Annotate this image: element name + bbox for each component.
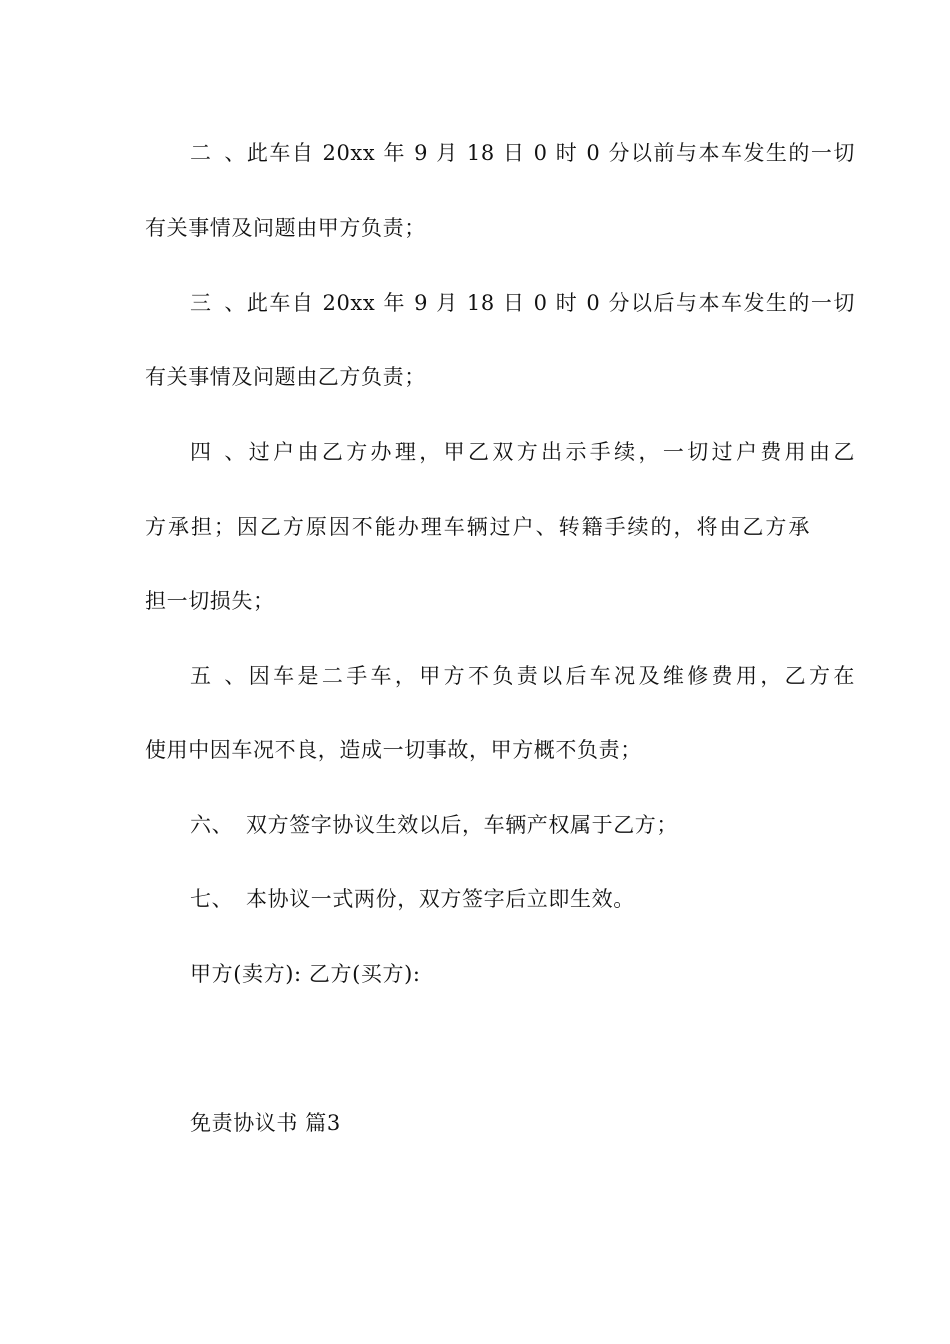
clause-6-line-1 bbox=[190, 810, 855, 840]
clause-3-line-2: 有关事情及问题由乙方负责； bbox=[145, 365, 426, 389]
clause-text: 此车自 20xx 年 9 月 18 日 0 时 0 分以后与本车发生的一切 bbox=[246, 291, 855, 315]
clause-4-line-3: 担一切损失； bbox=[145, 589, 275, 613]
clause-number: 七、 bbox=[190, 887, 234, 911]
clause-2-line-1 bbox=[190, 138, 855, 168]
clause-number: 三、 bbox=[190, 291, 246, 315]
clause-text: 此车自 20xx 年 9 月 18 日 0 时 0 分以前与本车发生的一切 bbox=[246, 141, 855, 165]
clause-number: 五、 bbox=[190, 664, 246, 688]
clause-text: 因车是二手车，甲方不负责以后车况及维修费用，乙方在 bbox=[246, 664, 855, 688]
clause-text: 过户由乙方办理，甲乙双方出示手续，一切过户费用由乙 bbox=[246, 440, 855, 464]
clause-text: 双方签字协议生效以后，车辆产权属于乙方； bbox=[246, 813, 678, 837]
clause-2-line-2: 有关事情及问题由甲方负责； bbox=[145, 216, 426, 240]
clause-text: 本协议一式两份，双方签字后立即生效。 bbox=[246, 887, 635, 911]
section-heading: 免责协议书 篇3 bbox=[190, 1111, 341, 1135]
signature-line: 甲方(卖方): 乙方(买方): bbox=[190, 962, 421, 986]
clause-5-line-1 bbox=[190, 661, 855, 691]
clause-number: 二、 bbox=[190, 141, 246, 165]
clause-4-line-2: 方承担；因乙方原因不能办理车辆过户、转籍手续的，将由乙方承 bbox=[145, 515, 810, 539]
clause-3-line-1 bbox=[190, 288, 855, 318]
clause-5-line-2: 使用中因车况不良，造成一切事故，甲方概不负责； bbox=[145, 738, 642, 762]
clause-7-line-1 bbox=[190, 884, 855, 914]
clause-number: 六、 bbox=[190, 813, 234, 837]
clause-number: 四、 bbox=[190, 440, 246, 464]
clause-4-line-1 bbox=[190, 437, 855, 467]
